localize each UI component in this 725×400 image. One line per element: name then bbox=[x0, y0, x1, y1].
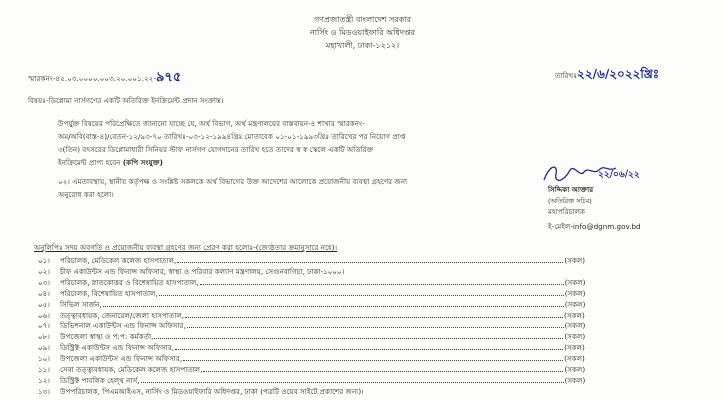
distribution-item-scope: (সকল) bbox=[564, 375, 586, 385]
distribution-intro: অনুলিপিঃ সদয় অবগতি ও প্রয়োজনীয় ব্যবস্থা গ্রহণের জন্য প্রেরণ করা হলোঃ-(জ্যেষ্ঠতার ক্রমানুসারে নহে)। bbox=[34, 243, 338, 252]
subject-text: ডিপ্লোমা নার্সগণের একটি অতিরিক্ত ইনক্রিমেন্ট প্রদান সংক্রান্ত। bbox=[48, 96, 224, 105]
memo-date-label: তারিখঃ bbox=[555, 71, 578, 80]
memo-date bbox=[555, 66, 659, 86]
distribution-item-text: পরিচালক, স্নাতকোত্তর ও বিশেষায়িত হাসপাতাল, bbox=[60, 277, 199, 287]
body-p1-line3: ৩(তিন) বৎসরের ডিপ্লোমাধারী সিনিয়র স্টাফ নার্সগণ যোগদানের তারিখ হতে তাদের স্ব স্ব স্কেলে একটি অতিরিক্ত bbox=[58, 145, 374, 154]
distribution-item-number: ০৬। bbox=[38, 310, 50, 320]
distribution-item-scope: (সকল) bbox=[564, 332, 586, 342]
body-p1-line4-text: ইনক্রিমেন্ট প্রাপ্য হবেন bbox=[58, 158, 121, 167]
distribution-item-leader bbox=[154, 332, 563, 339]
distribution-item-leader bbox=[175, 343, 563, 350]
distribution-item-text: উপপরিচালক, পিএমআইএস, নার্সিং ও মিডওয়াইফারি অধিদপ্তর, ঢাকা (পত্রটি ওয়েব সাইটে প্রকাশের জন্য)। bbox=[60, 386, 364, 396]
body-p2-line1: ০২। এমতাবস্থায়, স্থানীয় কর্তৃপক্ষ ও সংশ্লিষ্ট সকলকে অর্থ বিভাগের উক্ত আদেশের আলোকে প্রয়োজনীয় ব্যবস্থা গ্রহণের জন্য bbox=[58, 177, 408, 186]
distribution-item-scope: (সকল) bbox=[564, 354, 585, 364]
distribution-item-number: ০৭। bbox=[38, 321, 50, 331]
distribution-item-leader bbox=[103, 300, 564, 307]
body-p1-line1: উপর্যুক্ত বিষয়ের পরিপ্রেক্ষিতে জানানো যাচ্ছে যে, অর্থ বিভাগ, অর্থ মন্ত্রণালয়ের বাস্তবায়ন-৪ শাখার স্মারকনং- bbox=[58, 119, 365, 128]
distribution-item-leader bbox=[185, 311, 563, 318]
distribution-item-text: ডিস্ট্রিক্ট পাবলিক হেল্থ নার্স, bbox=[60, 375, 140, 385]
distribution-item-number: ০৮। bbox=[38, 332, 50, 342]
attachment-note: (কপি সংযুক্ত) bbox=[122, 158, 163, 167]
distribution-item-scope: (সকল) bbox=[564, 310, 585, 320]
signatory-designation: (অতিরিক্ত সচিব) bbox=[548, 197, 592, 205]
header-line-address: মহাখালী, ঢাকা-১২১২। bbox=[325, 41, 400, 50]
distribution-item-number: ১১। bbox=[38, 365, 50, 374]
body-p1-line2: অম/অবি(বাস্ত-৪)/বেতন-১২/৯৩-৭০ তারিখঃ-০৩-১২-১৯৯৪খ্রিঃ মোতাবেক ০১-০১-১৯৯৩খ্রিঃ তারিখের পর নিয়োগ প্রাপ্ত bbox=[58, 132, 406, 141]
body-p1-line4 bbox=[58, 158, 163, 170]
header-line-directorate: নার্সিং ও মিডওয়াইফারি অধিদপ্তর bbox=[309, 28, 416, 37]
distribution-item-number: ০২। bbox=[38, 266, 50, 276]
subject-label: বিষয়ঃ- bbox=[28, 96, 49, 105]
distribution-item-text: সেবা তত্ত্বাবধায়ক, মেডিকেল কলেজ হাসপাতাল, bbox=[60, 365, 203, 374]
distribution-item-scope: (সকল) bbox=[564, 365, 586, 374]
distribution-item-number: ০১। bbox=[38, 256, 50, 265]
distribution-item-text: চীফ একাউন্টস এন্ড ফিনান্স অফিসার, স্বাস্থ্য ও পরিবার কল্যাণ মন্ত্রণালয়, সেগুনবাগিচা, ঢাকা-১০০০। bbox=[60, 266, 345, 276]
distribution-item-text: ডিভিশনাল একাউন্টস এন্ড ফিনান্স অফিসার, bbox=[60, 321, 186, 331]
distribution-item-leader bbox=[141, 376, 564, 383]
distribution-item-number: ০৫। bbox=[38, 299, 50, 309]
distribution-item-number: ১০। bbox=[38, 354, 50, 364]
distribution-item-leader bbox=[177, 256, 563, 263]
distribution-item-text: তত্ত্বাবধায়ক, জেনারেল/জেলা হাসপাতাল, bbox=[60, 310, 185, 320]
header-line-govt: গণপ্রজাতন্ত্রী বাংলাদেশ সরকার bbox=[313, 15, 412, 24]
distribution-item-leader bbox=[159, 289, 564, 296]
distribution-item-text: পরিচালক, মেডিকেল কলেজ হাসপাতাল, bbox=[60, 256, 177, 265]
distribution-item-leader bbox=[203, 365, 563, 372]
memo-reference bbox=[28, 68, 181, 89]
distribution-item bbox=[38, 387, 364, 399]
distribution-item-text: ডিস্ট্রিক্ট একাউন্টস এন্ড ফিনান্স অফিসার, bbox=[60, 343, 175, 353]
distribution-item-number: ১২। bbox=[38, 375, 50, 385]
memo-ref-prefix: স্মারকনং-৪৫.০৩.০০০০.০০৩.২০.০০১.২২- bbox=[28, 74, 156, 83]
distribution-item-leader bbox=[183, 354, 563, 361]
distribution-item-number: ০৯। bbox=[38, 343, 50, 353]
distribution-item-scope: (সকল) bbox=[564, 256, 586, 265]
signatory-email: ই-মেইল-info@dgnm.gov.bd bbox=[548, 222, 641, 231]
distribution-item-scope: (সকল) bbox=[564, 299, 586, 309]
distribution-item-number: ০৪। bbox=[38, 288, 50, 298]
distribution-item-leader bbox=[200, 278, 564, 285]
distribution-item-text: উপজেলা একাউন্টস এন্ড ফিনান্স অফিসার, bbox=[60, 354, 183, 364]
distribution-item-leader bbox=[187, 321, 564, 328]
distribution-item-scope: (সকল) bbox=[564, 288, 586, 298]
distribution-item-number: ০৩। bbox=[38, 277, 50, 287]
memo-date-value: ২২/৬/২০২২খ্রিঃ bbox=[577, 67, 660, 81]
subject-line bbox=[28, 96, 223, 108]
signatory-name: সিদ্দিকা আক্তার bbox=[548, 185, 594, 194]
distribution-item-text: উপজেলা স্বাস্থ্য ও প:প: কর্মকর্তা, bbox=[60, 332, 154, 342]
distribution-item-scope: (সকল) bbox=[564, 277, 586, 287]
distribution-item-number: ১৩। bbox=[38, 386, 50, 396]
distribution-item-text: পরিচালক, বিশেষায়িত হাসপাতাল, bbox=[60, 288, 158, 298]
distribution-item-scope: (সকল) bbox=[564, 343, 585, 353]
distribution-item-scope: (সকল) bbox=[564, 321, 586, 331]
distribution-item-text: সিভিল সার্জন, bbox=[60, 299, 102, 309]
memo-ref-number: ৯৭৫ bbox=[155, 70, 182, 85]
signature-date: ২২/০৬/২২ bbox=[598, 170, 640, 180]
body-p2-line2: অনুরোধ করা হলো। bbox=[58, 190, 114, 199]
signatory-office: মহাপরিচালক bbox=[548, 207, 586, 216]
